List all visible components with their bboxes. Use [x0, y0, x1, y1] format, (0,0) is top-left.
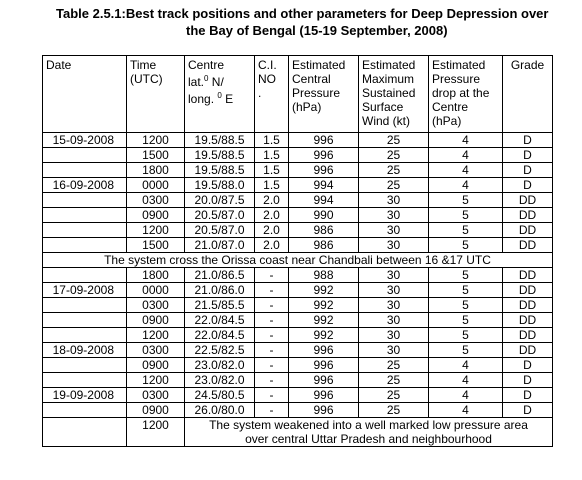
header-pressure: Estimated Central Pressure (hPa) — [289, 56, 359, 133]
cell-pos: 21.0/86.5 — [185, 268, 255, 283]
cell-ci: 1.5 — [255, 148, 289, 163]
cell-grade: D — [503, 178, 553, 193]
cell-time: 0000 — [127, 283, 185, 298]
cell-grade: D — [503, 403, 553, 418]
cell-ci: 2.0 — [255, 193, 289, 208]
table-row — [43, 328, 553, 343]
table-row — [43, 148, 553, 163]
cell-ci: - — [255, 283, 289, 298]
header-drop: Estimated Pressure drop at the Centre (hPa) — [429, 56, 503, 133]
cell-date — [43, 163, 127, 178]
cell-wind: 30 — [359, 238, 429, 253]
cell-time: 0000 — [127, 178, 185, 193]
table-row — [43, 178, 553, 193]
table-row — [43, 343, 553, 358]
cell-drop: 5 — [429, 313, 503, 328]
cell-grade: DD — [503, 223, 553, 238]
cell-time: 1200 — [127, 328, 185, 343]
cell-pres: 996 — [289, 163, 359, 178]
cell-grade: D — [503, 163, 553, 178]
cell-drop: 4 — [429, 163, 503, 178]
cell-time: 0900 — [127, 313, 185, 328]
cell-drop: 5 — [429, 298, 503, 313]
cell-ci: - — [255, 298, 289, 313]
cell-date: 18-09-2008 — [43, 343, 127, 358]
cell-date — [43, 328, 127, 343]
cell-drop: 4 — [429, 133, 503, 148]
cell-wind: 25 — [359, 178, 429, 193]
cell-pos: 19.5/88.0 — [185, 178, 255, 193]
table-row — [43, 283, 553, 298]
cell-ci: 1.5 — [255, 163, 289, 178]
table-row — [43, 298, 553, 313]
cell-drop: 5 — [429, 193, 503, 208]
crossing-note: The system cross the Orissa coast near Chandbali between 16 &17 UTC — [43, 253, 553, 268]
cell-pres: 992 — [289, 313, 359, 328]
cell-drop: 4 — [429, 388, 503, 403]
cell-pres: 996 — [289, 388, 359, 403]
cell-pres: 994 — [289, 178, 359, 193]
title-line-1: Table 2.5.1:Best track positions and other parameters for Deep Depression over — [56, 6, 549, 21]
cell-pres: 988 — [289, 268, 359, 283]
cell-drop: 4 — [429, 358, 503, 373]
cell-pos: 20.5/87.0 — [185, 208, 255, 223]
cell-date — [43, 298, 127, 313]
cell-ci: - — [255, 403, 289, 418]
cell-wind: 30 — [359, 328, 429, 343]
cell-date: 17-09-2008 — [43, 283, 127, 298]
cell-pos: 20.5/87.0 — [185, 223, 255, 238]
cell-drop: 5 — [429, 283, 503, 298]
table-row — [43, 388, 553, 403]
cell-drop: 5 — [429, 328, 503, 343]
cell-wind: 30 — [359, 223, 429, 238]
table-row — [43, 313, 553, 328]
cell-pos: 21.0/86.0 — [185, 283, 255, 298]
cell-grade: DD — [503, 193, 553, 208]
cell-pres: 996 — [289, 133, 359, 148]
header-row — [43, 56, 553, 133]
cell-grade: D — [503, 358, 553, 373]
cell-pos: 19.5/88.5 — [185, 133, 255, 148]
cell-pos: 21.5/85.5 — [185, 298, 255, 313]
title-line-2: the Bay of Bengal (15-19 September, 2008) — [186, 23, 448, 38]
cell-wind: 30 — [359, 298, 429, 313]
cell-wind: 25 — [359, 163, 429, 178]
cell-ci: - — [255, 388, 289, 403]
cell-grade: D — [503, 373, 553, 388]
cell-pres: 992 — [289, 283, 359, 298]
cell-date — [43, 268, 127, 283]
cell-time: 0900 — [127, 403, 185, 418]
cell-pres: 996 — [289, 373, 359, 388]
cell-time: 1200 — [127, 373, 185, 388]
header-ci: C.I. NO . — [255, 56, 289, 133]
cell-ci: - — [255, 268, 289, 283]
table-row — [43, 208, 553, 223]
cell-time: 0900 — [127, 208, 185, 223]
cell-pos: 20.0/87.5 — [185, 193, 255, 208]
cell-wind: 25 — [359, 133, 429, 148]
cell-wind: 25 — [359, 403, 429, 418]
cell-pos: 22.5/82.5 — [185, 343, 255, 358]
table-row — [43, 193, 553, 208]
cell-grade: DD — [503, 298, 553, 313]
cell-time: 0300 — [127, 343, 185, 358]
cell-drop: 4 — [429, 403, 503, 418]
cell-drop: 5 — [429, 343, 503, 358]
cell-date — [43, 358, 127, 373]
table-title — [0, 5, 582, 39]
cell-pos: 22.0/84.5 — [185, 328, 255, 343]
cell-pos: 24.5/80.5 — [185, 388, 255, 403]
cell-time: 0300 — [127, 298, 185, 313]
cell-pres: 992 — [289, 298, 359, 313]
cell-ci: 2.0 — [255, 238, 289, 253]
crossing-note-row — [43, 253, 553, 268]
cell-pres: 996 — [289, 148, 359, 163]
cell-pos: 19.5/88.5 — [185, 163, 255, 178]
cell-ci: 1.5 — [255, 178, 289, 193]
cell-date — [43, 193, 127, 208]
header-time: Time (UTC) — [127, 56, 185, 133]
cell-grade: DD — [503, 328, 553, 343]
cell-ci: - — [255, 328, 289, 343]
cell-date — [43, 238, 127, 253]
cell-pos: 23.0/82.0 — [185, 358, 255, 373]
table-row — [43, 358, 553, 373]
cell-pres: 994 — [289, 193, 359, 208]
cell-pos: 19.5/88.5 — [185, 148, 255, 163]
cell-wind: 30 — [359, 283, 429, 298]
cell-pres: 996 — [289, 403, 359, 418]
table-row — [43, 238, 553, 253]
cell-grade: DD — [503, 283, 553, 298]
cell-time: 1200 — [127, 133, 185, 148]
cell-grade: D — [503, 148, 553, 163]
cell-wind: 30 — [359, 268, 429, 283]
cell-wind: 30 — [359, 343, 429, 358]
cell-time: 0300 — [127, 388, 185, 403]
cell-wind: 25 — [359, 373, 429, 388]
cell-ci: 2.0 — [255, 223, 289, 238]
table-row — [43, 163, 553, 178]
cell-grade: D — [503, 388, 553, 403]
cell-date — [43, 373, 127, 388]
cell-grade: DD — [503, 343, 553, 358]
cell-pres: 996 — [289, 358, 359, 373]
cell-drop: 5 — [429, 238, 503, 253]
cell-drop: 4 — [429, 373, 503, 388]
cell-pos: 21.0/87.0 — [185, 238, 255, 253]
cell-drop: 5 — [429, 268, 503, 283]
cell-grade: DD — [503, 268, 553, 283]
cell-wind: 30 — [359, 193, 429, 208]
cell-date — [43, 208, 127, 223]
cell-date — [43, 148, 127, 163]
cell-wind: 30 — [359, 208, 429, 223]
header-date: Date — [43, 56, 127, 133]
cell-wind: 25 — [359, 388, 429, 403]
cell-grade: DD — [503, 313, 553, 328]
cell-ci: - — [255, 313, 289, 328]
cell-date: 19-09-2008 — [43, 388, 127, 403]
cell-date — [43, 223, 127, 238]
final-date — [43, 418, 127, 447]
final-time: 1200 — [127, 418, 185, 447]
final-note: The system weakened into a well marked low pressure area over central Uttar Pradesh and neighbourhood — [185, 418, 553, 447]
cell-pres: 986 — [289, 223, 359, 238]
cell-wind: 25 — [359, 358, 429, 373]
table-row — [43, 223, 553, 238]
cell-pos: 22.0/84.5 — [185, 313, 255, 328]
header-wind: Estimated Maximum Sustained Surface Wind (kt) — [359, 56, 429, 133]
cell-grade: D — [503, 133, 553, 148]
cell-pres: 986 — [289, 238, 359, 253]
cell-date: 15-09-2008 — [43, 133, 127, 148]
cell-time: 1500 — [127, 238, 185, 253]
final-row — [43, 418, 553, 447]
cell-ci: - — [255, 358, 289, 373]
table-row — [43, 268, 553, 283]
cell-wind: 25 — [359, 148, 429, 163]
header-grade: Grade — [503, 56, 553, 133]
cell-time: 0900 — [127, 358, 185, 373]
table-row — [43, 133, 553, 148]
cell-grade: DD — [503, 208, 553, 223]
cell-time: 1200 — [127, 223, 185, 238]
cell-time: 0300 — [127, 193, 185, 208]
cell-pos: 26.0/80.0 — [185, 403, 255, 418]
cell-wind: 30 — [359, 313, 429, 328]
cell-ci: 2.0 — [255, 208, 289, 223]
cell-date — [43, 403, 127, 418]
cell-time: 1800 — [127, 163, 185, 178]
cell-time: 1500 — [127, 148, 185, 163]
cell-time: 1800 — [127, 268, 185, 283]
cell-grade: DD — [503, 238, 553, 253]
cell-pres: 992 — [289, 328, 359, 343]
cell-date — [43, 313, 127, 328]
cell-drop: 5 — [429, 223, 503, 238]
cell-ci: 1.5 — [255, 133, 289, 148]
cell-ci: - — [255, 373, 289, 388]
cell-drop: 4 — [429, 178, 503, 193]
cell-date: 16-09-2008 — [43, 178, 127, 193]
table-row — [43, 373, 553, 388]
header-centre: Centre lat.$^0$ N/ long. $^0$ E — [185, 56, 255, 133]
best-track-table — [42, 55, 553, 447]
cell-pos: 23.0/82.0 — [185, 373, 255, 388]
cell-pres: 996 — [289, 343, 359, 358]
table-row — [43, 403, 553, 418]
cell-drop: 5 — [429, 208, 503, 223]
cell-pres: 990 — [289, 208, 359, 223]
cell-drop: 4 — [429, 148, 503, 163]
cell-ci: - — [255, 343, 289, 358]
